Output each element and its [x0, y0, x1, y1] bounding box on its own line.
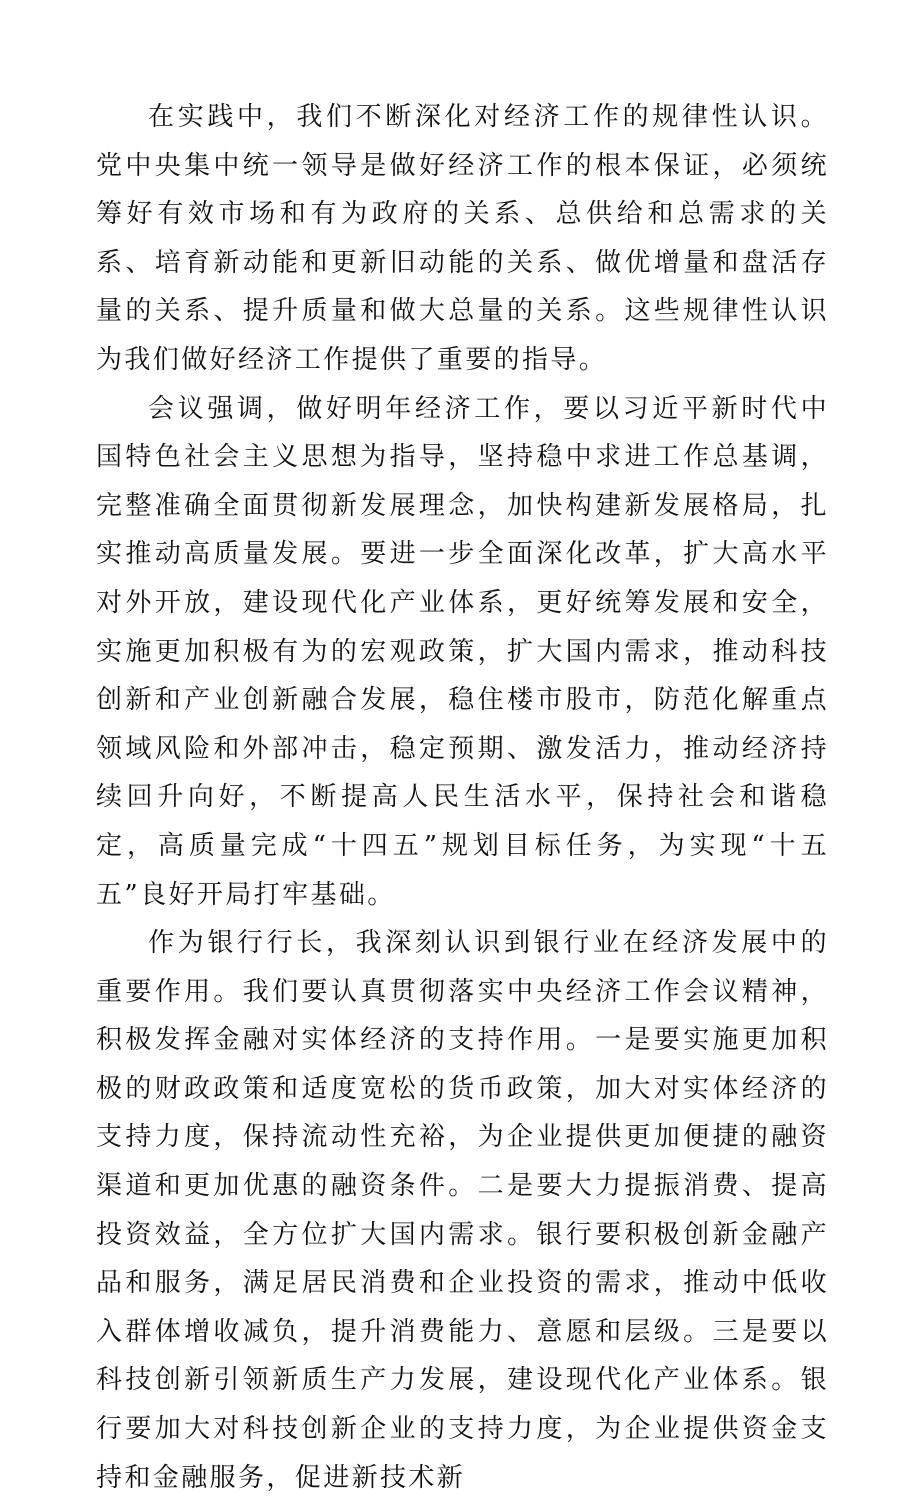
paragraph-2: 会议强调，做好明年经济工作，要以习近平新时代中国特色社会主义思想为指导，坚持稳中求进工作总基调，完整准确全面贯彻新发展理念，加快构建新发展格局，扎实推动高质量发展。要进一步全面深化改革，扩大高水平对外开放，建设现代化产业体系，更好统筹发展和安全，实施更加积极有为的宏观政策，扩大国内需求，推动科技创新和产业创新融合发展，稳住楼市股市，防范化解重点领域风险和外部冲击，稳定预期、激发活力，推动经济持续回升向好，不断提高人民生活水平，保持社会和谐稳定，高质量完成“十四五”规划目标任务，为实现“十五五”良好开局打牢基础。	[96, 393, 829, 910]
document-body	[96, 93, 829, 1502]
paragraph-1: 在实践中，我们不断深化对经济工作的规律性认识。党中央集中统一领导是做好经济工作的根本保证，必须统筹好有效市场和有为政府的关系、总供给和总需求的关系、培育新动能和更新旧动能的关系、做优增量和盘活存量的关系、提升质量和做大总量的关系。这些规律性认识为我们做好经济工作提供了重要的指导。	[96, 102, 829, 375]
paragraph-3: 作为银行行长，我深刻认识到银行业在经济发展中的重要作用。我们要认真贯彻落实中央经济工作会议精神，积极发挥金融对实体经济的支持作用。一是要实施更加积极的财政政策和适度宽松的货币政策，加大对实体经济的支持力度，保持流动性充裕，为企业提供更加便捷的融资渠道和更加优惠的融资条件。二是要大力提振消费、提高投资效益，全方位扩大国内需求。银行要积极创新金融产品和服务，满足居民消费和企业投资的需求，推动中低收入群体增收减负，提升消费能力、意愿和层级。三是要以科技创新引领新质生产力发展，建设现代化产业体系。银行要加大对科技创新企业的支持力度，为企业提供资金支持和金融服务，促进新技术新	[96, 928, 829, 1493]
